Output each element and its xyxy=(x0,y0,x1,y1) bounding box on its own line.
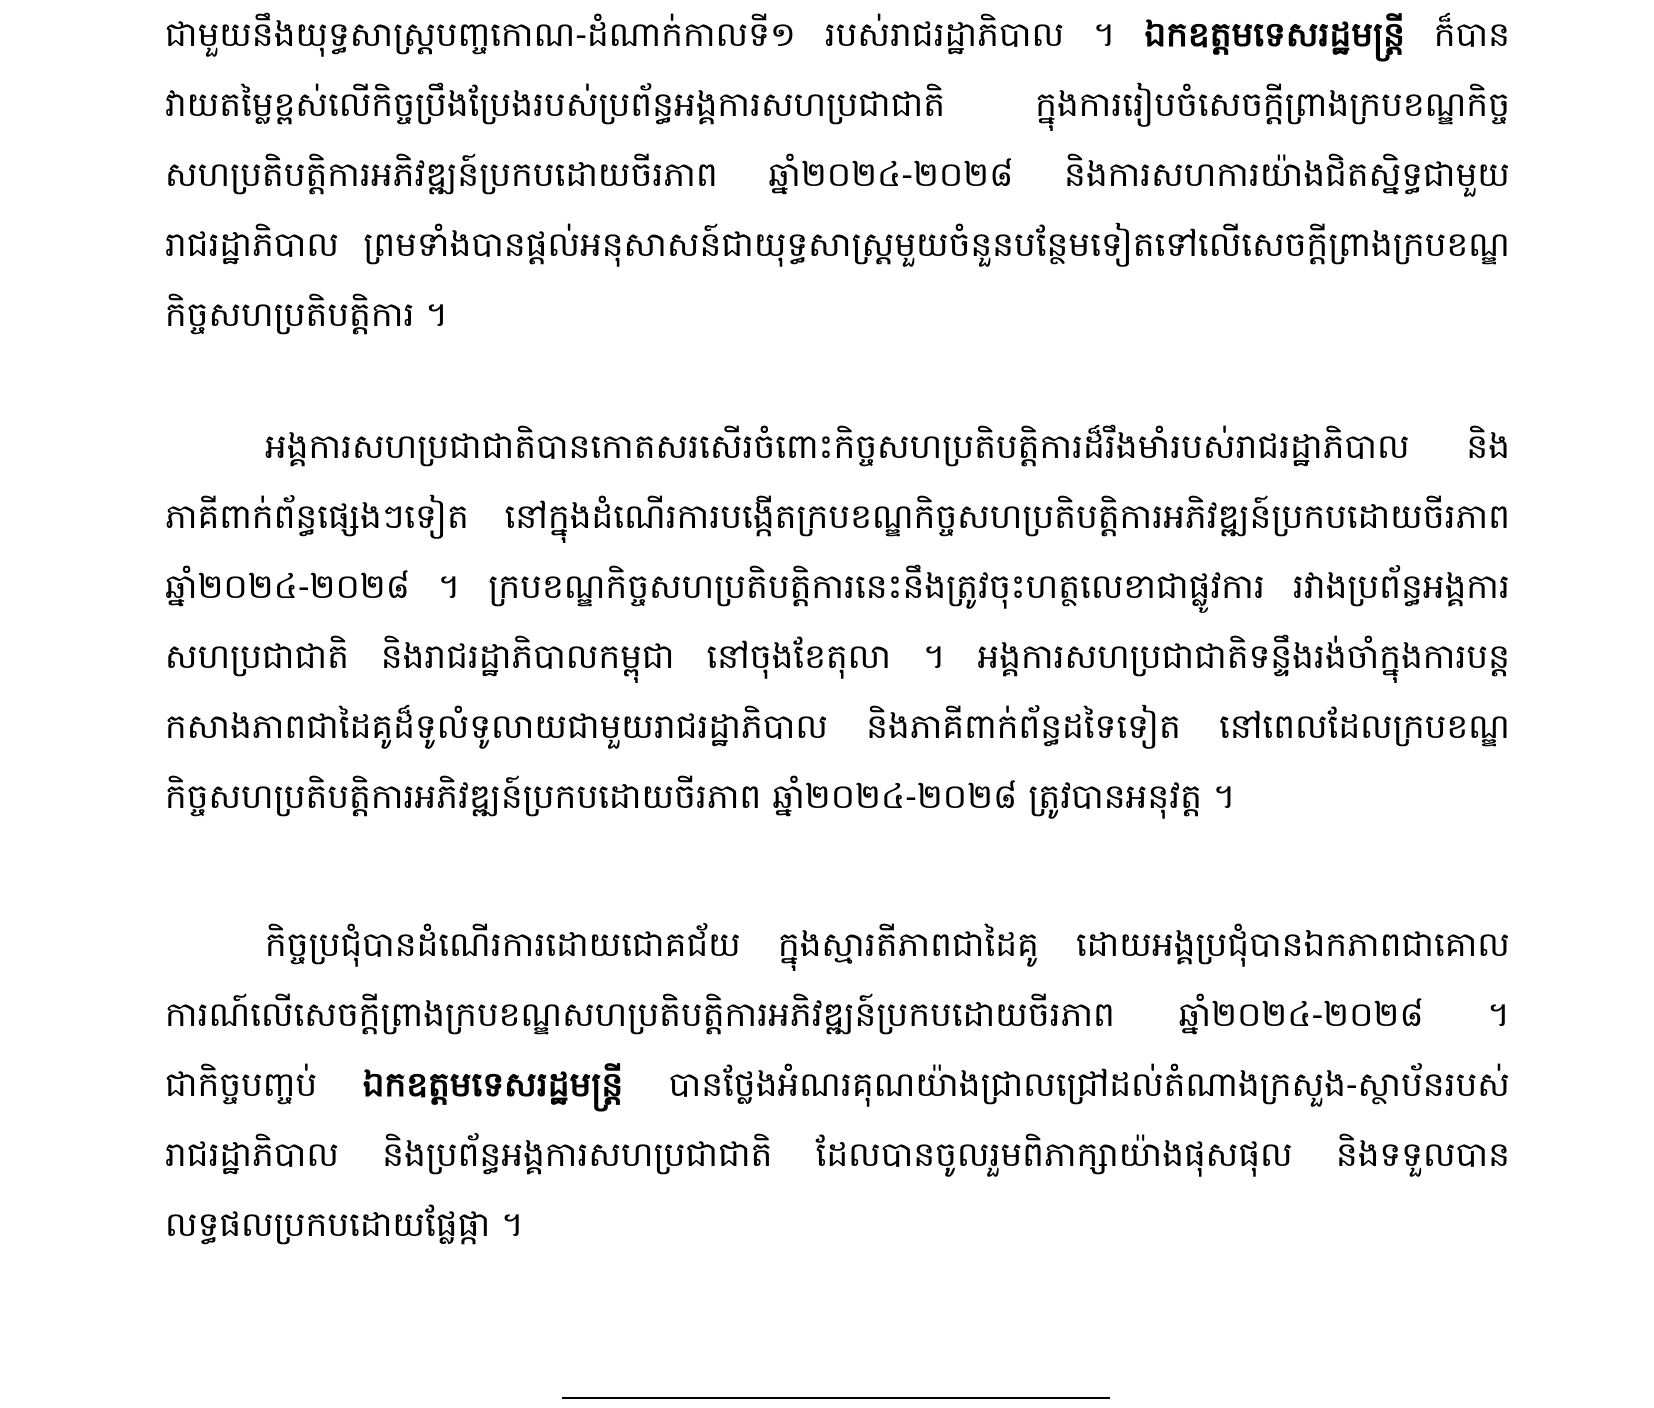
paragraph-line xyxy=(165,412,1510,482)
text-span: ភាគីពាក់ព័ន្ធផ្សេងៗទៀត នៅក្នុងដំណើរការបង្កើតក្របខណ្ឌកិច្ចសហប្រតិបត្តិការអភិវឌ្ឍន៍ប្រកបដោយចីរភាព xyxy=(165,497,1510,537)
paragraph-line xyxy=(165,980,1510,1050)
text-span: ក៏បាន xyxy=(1405,15,1510,55)
paragraph-line xyxy=(165,482,1510,552)
text-span: ឆ្នាំ២០២៤-២០២៨ ។ ក្របខណ្ឌកិច្ចសហប្រតិបត្តិការនេះនឹងត្រូវចុះហត្ថលេខាជាផ្លូវការ រវាងប្រព័ន្ធអង្គការ xyxy=(165,567,1510,607)
paragraph-line xyxy=(165,692,1510,762)
bold-title-span: ឯកឧត្តមទេសរដ្ឋមន្ត្រី xyxy=(362,1065,624,1105)
text-span: រាជរដ្ឋាភិបាល និងប្រព័ន្ធអង្គការសហប្រជាជាតិ ដែលបានចូលរួមពិភាក្សាយ៉ាងផុសផុល និងទទួលបាន xyxy=(165,1135,1510,1175)
paragraph-line xyxy=(165,552,1510,622)
text-span: ការណ៍លើសេចក្តីព្រាងក្របខណ្ឌសហប្រតិបត្តិការអភិវឌ្ឍន៍ប្រកបដោយចីរភាព ឆ្នាំ២០២៤-២០២៨ ។ xyxy=(165,995,1510,1035)
paragraph-line xyxy=(165,0,1510,70)
paragraph-3 xyxy=(165,910,1510,1260)
text-span: សហប្រជាជាតិ និងរាជរដ្ឋាភិបាលកម្ពុជា នៅចុងខែតុលា ។ អង្គការសហប្រជាជាតិទន្ទឹងរង់ចាំក្នុងការបន្ត xyxy=(165,637,1510,677)
paragraph-line xyxy=(165,622,1510,692)
paragraph-line xyxy=(165,210,1510,280)
text-span: វាយតម្លៃខ្ពស់លើកិច្ចប្រឹងប្រែងរបស់ប្រព័ន្ធអង្គការសហប្រជាជាតិ ក្នុងការរៀបចំសេចក្តីព្រាងក្របខណ្ឌកិច្ច xyxy=(165,85,1510,125)
paragraph-line xyxy=(165,1190,1510,1260)
paragraph-line xyxy=(165,70,1510,140)
bold-title-span: ឯកឧត្តមទេសរដ្ឋមន្ត្រី xyxy=(1144,15,1406,55)
paragraph-2 xyxy=(165,412,1510,832)
text-span: លទ្ធផលប្រកបដោយផ្លែផ្កា ។ xyxy=(165,1205,524,1245)
paragraph-line xyxy=(165,140,1510,210)
end-divider-line xyxy=(562,1397,1110,1399)
paragraph-line xyxy=(165,1050,1510,1120)
paragraph-line xyxy=(165,762,1510,832)
text-span: កិច្ចប្រជុំបានដំណើរការដោយជោគជ័យ ក្នុងស្មារតីភាពជាដៃគូ ដោយអង្គប្រជុំបានឯកភាពជាគោល xyxy=(265,925,1510,965)
paragraph-line xyxy=(165,1120,1510,1190)
paragraph-line xyxy=(165,280,1510,350)
paragraph-1 xyxy=(165,0,1510,350)
text-span: អង្គការសហប្រជាជាតិបានកោតសរសើរចំពោះកិច្ចសហប្រតិបត្តិការដ៏រឹងមាំរបស់រាជរដ្ឋាភិបាល និង xyxy=(265,427,1510,467)
text-span: បានថ្លែងអំណរគុណយ៉ាងជ្រាលជ្រៅដល់តំណាងក្រសួង-ស្ថាប័នរបស់ xyxy=(623,1065,1510,1105)
text-span: កសាងភាពជាដៃគូដ៏ទូលំទូលាយជាមួយរាជរដ្ឋាភិបាល និងភាគីពាក់ព័ន្ធដទៃទៀត នៅពេលដែលក្របខណ្ឌ xyxy=(165,707,1510,747)
text-span: ជាកិច្ចបញ្ចប់ xyxy=(165,1065,363,1105)
text-span: កិច្ចសហប្រតិបត្តិការអភិវឌ្ឍន៍ប្រកបដោយចីរភាព ឆ្នាំ២០២៤-២០២៨ ត្រូវបានអនុវត្ត ។ xyxy=(165,777,1236,817)
text-span: កិច្ចសហប្រតិបត្តិការ ។ xyxy=(165,295,449,335)
paragraph-line xyxy=(165,910,1510,980)
text-span: រាជរដ្ឋាភិបាល ព្រមទាំងបានផ្តល់អនុសាសន៍ជាយុទ្ធសាស្ត្រមួយចំនួនបន្ថែមទៀតទៅលើសេចក្តីព្រាងក្របខណ្ឌ xyxy=(165,225,1510,265)
text-span: ជាមួយនឹងយុទ្ធសាស្ត្របញ្ចកោណ-ដំណាក់កាលទី១ របស់រាជរដ្ឋាភិបាល ។ xyxy=(165,15,1145,55)
text-span: សហប្រតិបត្តិការអភិវឌ្ឍន៍ប្រកបដោយចីរភាព ឆ្នាំ២០២៤-២០២៨ និងការសហការយ៉ាងជិតស្និទ្ធជាមួយ xyxy=(165,155,1510,195)
